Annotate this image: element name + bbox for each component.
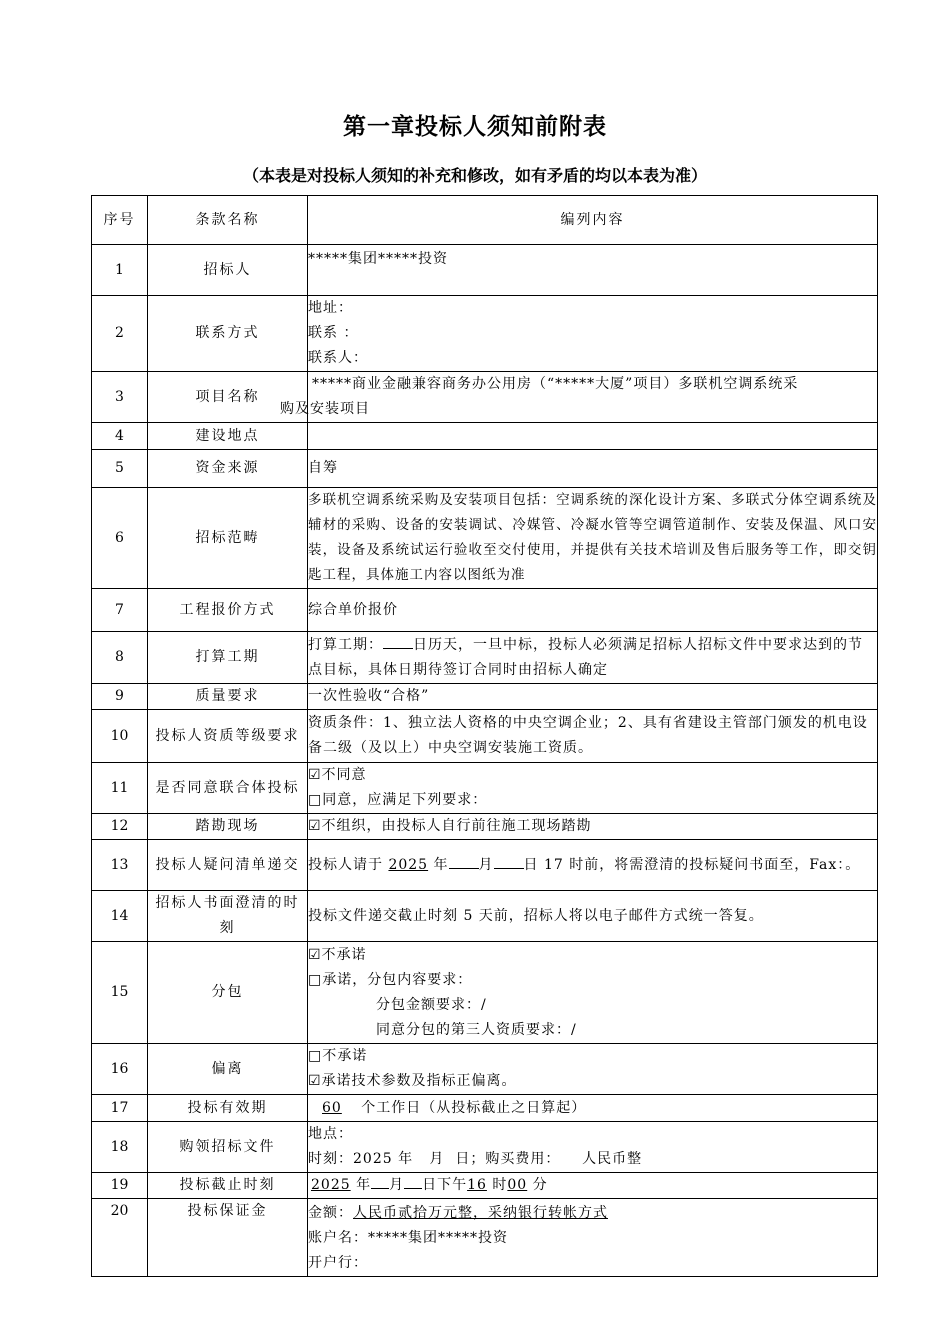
row-name: 质量要求 — [148, 684, 308, 710]
row-no: 19 — [92, 1173, 148, 1199]
row-name: 招标人书面澄清的时刻 — [148, 891, 308, 942]
table-row — [92, 1173, 878, 1199]
row-content — [308, 589, 878, 632]
validity-days: 60 — [322, 1099, 342, 1116]
row-name: 招标人 — [148, 245, 308, 296]
row-no: 11 — [92, 763, 148, 814]
month-label: 月 — [389, 1177, 405, 1193]
row-content — [308, 423, 878, 450]
day-label: 日下午 — [422, 1177, 468, 1193]
content-line: 开户行： — [308, 1255, 368, 1271]
content-line — [308, 1201, 877, 1226]
row-content — [308, 296, 878, 372]
content-paragraph: 资质条件：1、独立法人资格的中央空调企业；2、具有省建设主管部门颁发的机电设备二级（及以上）中央空调安装施工资质。 — [308, 715, 868, 756]
row-no: 1 — [92, 245, 148, 296]
row-name: 工程报价方式 — [148, 589, 308, 632]
row-content — [308, 1173, 878, 1199]
row-content — [308, 632, 878, 684]
row-no: 10 — [92, 710, 148, 763]
table-row — [92, 589, 878, 632]
row-name: 投标人资质等级要求 — [148, 710, 308, 763]
row-content — [308, 891, 878, 942]
row-name: 是否同意联合体投标 — [148, 763, 308, 814]
header-no: 序号 — [92, 196, 148, 245]
day-blank — [494, 853, 524, 869]
content-line: *****商业金融兼容商务办公用房（“*****大厦”项目）多联机空调系统采 — [312, 376, 799, 392]
row-no: 3 — [92, 372, 148, 423]
year-label: 年 — [433, 856, 449, 873]
duration-text: 日历天，一旦中标，投标人必须满足招标人招标文件中要求达到的节点目标，具体日期待签订合同时由招标人确定 — [308, 636, 863, 678]
content-paragraph: 多联机空调系统采购及安装项目包括：空调系统的深化设计方案、多联式分体空调系统及辅材的采购、设备的安装调试、冷媒管、冷凝水管等空调管道制作、安装及保温、风口安装，设备及系统试运行验收至交付使用，并提供有关技术培训及售后服务等工作，即交钥匙工程，具体施工内容以图纸为准 — [308, 492, 877, 583]
row-name: 偏离 — [148, 1044, 308, 1095]
month-blank — [449, 853, 479, 869]
table-row — [92, 372, 878, 423]
row-name: 项目名称 — [148, 372, 308, 423]
content-line: 自筹 — [308, 460, 338, 476]
content-line: 分包金额要求：/ — [376, 996, 487, 1013]
row-content — [308, 488, 878, 589]
month-label: 月 — [478, 856, 494, 873]
row-no: 6 — [92, 488, 148, 589]
table-row — [92, 296, 878, 372]
table-row — [92, 684, 878, 710]
page-title: 第一章投标人须知前附表 — [343, 113, 607, 140]
row-no: 7 — [92, 589, 148, 632]
table-row — [92, 488, 878, 589]
header-name: 条款名称 — [148, 196, 308, 245]
table-row — [92, 1044, 878, 1095]
month-blank — [371, 1173, 389, 1189]
content-line — [308, 1173, 877, 1198]
row-no: 18 — [92, 1122, 148, 1173]
table-row — [92, 840, 878, 891]
row-content — [280, 372, 878, 423]
deadline-hour: 16 — [467, 1177, 487, 1193]
row-content — [308, 1199, 878, 1277]
row-content — [308, 1044, 878, 1095]
checkbox-option: □不承诺 — [308, 1048, 368, 1064]
content-line: 账户名：*****集团*****投资 — [308, 1230, 508, 1246]
year-label: 年 — [356, 1177, 372, 1193]
row-no: 5 — [92, 450, 148, 488]
row-no: 13 — [92, 840, 148, 891]
row-no: 14 — [92, 891, 148, 942]
content-line: 联系 ： — [308, 325, 359, 341]
row-content — [308, 840, 878, 891]
row-content — [308, 814, 878, 840]
table-row — [92, 632, 878, 684]
validity-text: 个工作日（从投标截止之日算起） — [361, 1099, 587, 1116]
table-row — [92, 763, 878, 814]
checkbox-option-checked: ☑不同意 — [308, 767, 367, 783]
row-name: 分包 — [148, 942, 308, 1044]
row-no: 2 — [92, 296, 148, 372]
page-subtitle: （本表是对投标人须知的补充和修改，如有矛盾的均以本表为准） — [242, 166, 707, 185]
row-name: 踏勘现场 — [148, 814, 308, 840]
row-name: 招标范畴 — [148, 488, 308, 589]
row-no: 17 — [92, 1095, 148, 1122]
row-content — [308, 245, 878, 296]
day-blank — [404, 1173, 422, 1189]
table-row — [92, 423, 878, 450]
table-row — [92, 814, 878, 840]
row-no: 12 — [92, 814, 148, 840]
row-content — [308, 710, 878, 763]
content-line: 同意分包的第三人资质要求：/ — [376, 1021, 577, 1038]
row-content — [308, 450, 878, 488]
row-no: 8 — [92, 632, 148, 684]
row-content — [308, 684, 878, 710]
checkbox-option-checked: ☑承诺技术参数及指标正偏离。 — [308, 1073, 517, 1089]
row-no: 15 — [92, 942, 148, 1044]
row-name: 建设地点 — [148, 423, 308, 450]
row-no: 16 — [92, 1044, 148, 1095]
checkbox-option: □同意，应满足下列要求： — [308, 792, 488, 808]
content-line: 一次性验收“合格” — [308, 688, 430, 704]
table-header-row — [92, 196, 878, 245]
row-name: 资金来源 — [148, 450, 308, 488]
table-row — [92, 891, 878, 942]
table-row — [92, 942, 878, 1044]
table-row — [92, 1122, 878, 1173]
checkbox-option-checked: ☑不承诺 — [308, 946, 367, 963]
row-name: 打算工期 — [148, 632, 308, 684]
row-content — [308, 1122, 878, 1173]
row-content — [308, 1095, 878, 1122]
header-content: 编列内容 — [308, 196, 878, 245]
table-row — [92, 1095, 878, 1122]
row-no: 9 — [92, 684, 148, 710]
row-name: 投标保证金 — [148, 1199, 308, 1277]
deadline-year: 2025 — [388, 856, 429, 873]
hour-label: 时 — [492, 1177, 508, 1193]
duration-blank — [383, 633, 413, 649]
table-row — [92, 450, 878, 488]
row-name: 投标截止时刻 — [148, 1173, 308, 1199]
table-row — [92, 245, 878, 296]
content-paragraph — [308, 853, 877, 878]
deadline-label: 投标人请于 — [308, 856, 383, 873]
deadline-year: 2025 — [311, 1177, 351, 1193]
content-line: 综合单价报价 — [308, 601, 398, 618]
content-line: 地点： — [308, 1126, 353, 1142]
content-line: 购及安装项目 — [280, 401, 370, 417]
row-no: 4 — [92, 423, 148, 450]
content-line: *****集团*****投资 — [308, 251, 448, 267]
duration-label: 打算工期： — [308, 636, 383, 653]
content-line: 时刻：2025 年 月 日；购买费用： 人民币整 — [308, 1151, 643, 1167]
minute-label: 分 — [532, 1177, 548, 1193]
deadline-minute: 00 — [507, 1177, 528, 1193]
content-line — [308, 1096, 877, 1121]
row-name: 投标人疑问清单递交 — [148, 840, 308, 891]
row-content — [308, 763, 878, 814]
table-row — [92, 710, 878, 763]
amount-label: 金额： — [308, 1205, 353, 1221]
row-name: 联系方式 — [148, 296, 308, 372]
row-no: 20 — [92, 1199, 148, 1277]
row-name: 购领招标文件 — [148, 1122, 308, 1173]
table-row — [92, 1199, 878, 1277]
deadline-text: 日 17 时前，将需澄清的投标疑问书面至，Fax：。 — [523, 856, 861, 873]
content-line: 联系人： — [308, 350, 368, 366]
row-name: 投标有效期 — [148, 1095, 308, 1122]
checkbox-option: □承诺，分包内容要求： — [308, 971, 473, 988]
row-content — [308, 942, 878, 1044]
checkbox-option-checked: ☑不组织，由投标人自行前往施工现场踏勘 — [308, 818, 592, 834]
content-line: 地址： — [308, 300, 353, 316]
content-paragraph — [308, 633, 877, 683]
appendix-table — [91, 195, 878, 1277]
deposit-amount: 人民币贰拾万元整，采纳银行转帐方式 — [353, 1205, 608, 1221]
content-line: 投标文件递交截止时刻 5 天前，招标人将以电子邮件方式统一答复。 — [308, 907, 764, 924]
